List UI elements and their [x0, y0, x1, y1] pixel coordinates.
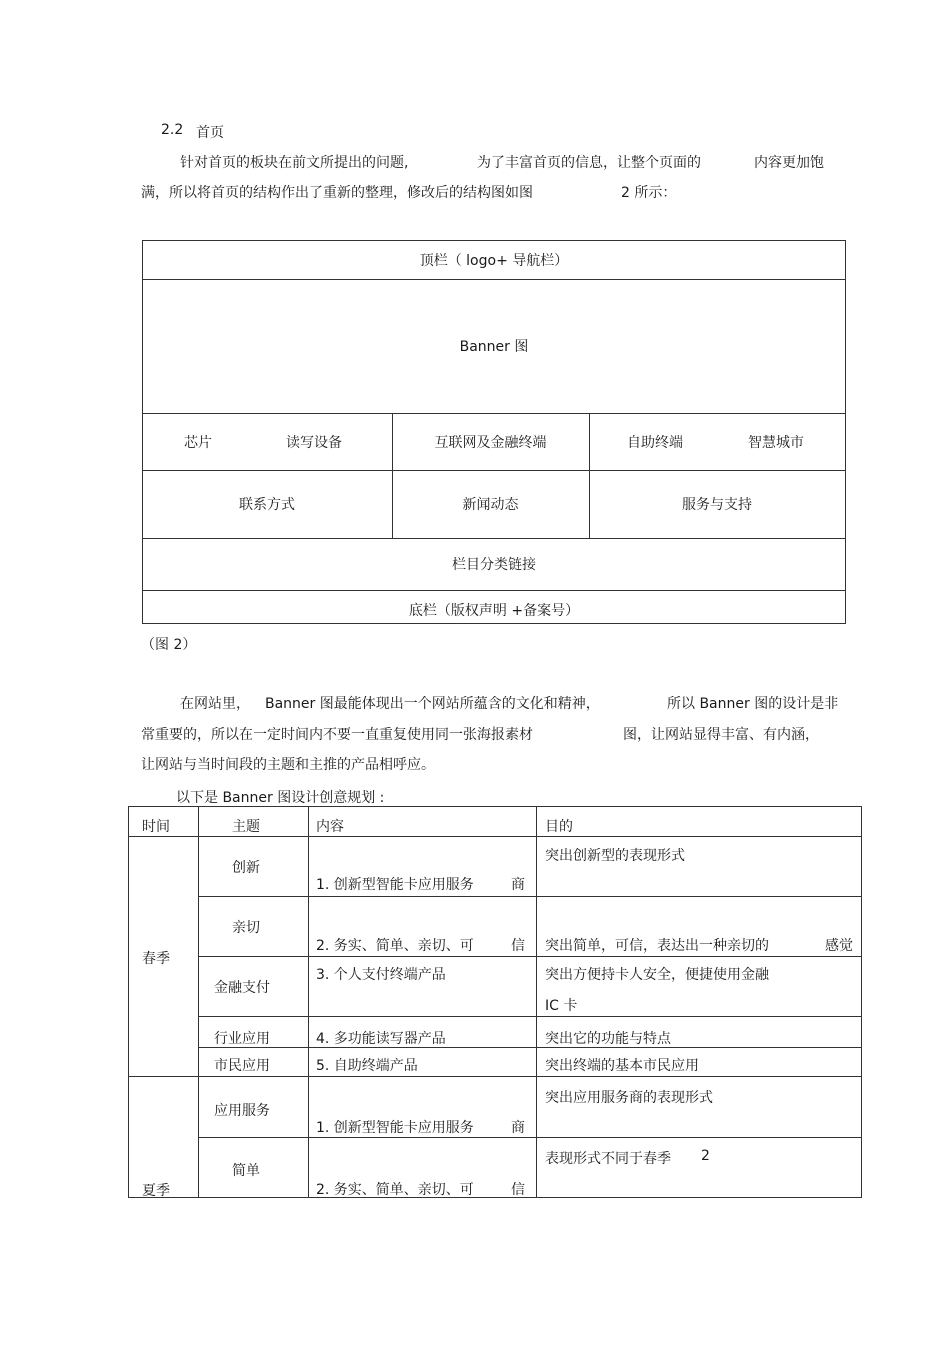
- module-smart-city: 智慧城市: [748, 435, 804, 451]
- plan-intro: 以下是 Banner 图设计创意规划 :: [176, 790, 385, 806]
- table-row-content: 3. 个人支付终端产品: [316, 967, 446, 983]
- table-row-content: 2. 务实、简单、亲切、可: [316, 938, 474, 954]
- para2-line2-a: 常重要的，所以在一定时间内不要一直重复使用同一张海报素材: [141, 727, 533, 743]
- para2-line2-b: 图，让网站显得丰富、有内涵，: [623, 727, 819, 743]
- para1-line1-c: 内容更加饱: [754, 155, 824, 171]
- header-theme: 主题: [232, 819, 260, 835]
- header-content: 内容: [316, 819, 344, 835]
- section-number: 2.2: [161, 122, 184, 138]
- para1-line1-a: 针对首页的板块在前文所提出的问题,: [180, 155, 409, 171]
- para2-line1-b: Banner 图最能体现出一个网站所蕴含的文化和精神，: [265, 696, 600, 712]
- header-time: 时间: [142, 819, 170, 835]
- table-row-content: 1. 创新型智能卡应用服务: [316, 877, 474, 893]
- module-reader: 读写设备: [286, 435, 342, 451]
- table-row-content: 4. 多功能读写器产品: [316, 1031, 446, 1047]
- table-row-theme: 应用服务: [214, 1103, 270, 1119]
- table-row-purpose-tail: 2: [701, 1148, 710, 1164]
- table-row-content-tail: 信: [511, 1182, 525, 1198]
- para1-line1-b: 为了丰富首页的信息，让整个页面的: [477, 155, 701, 171]
- table-row-theme: 创新: [232, 860, 260, 876]
- table-row-purpose: 突出应用服务商的表现形式: [545, 1090, 713, 1106]
- table-row-theme: 亲切: [232, 920, 260, 936]
- table-row-purpose: 突出终端的基本市民应用: [545, 1058, 699, 1074]
- header-purpose: 目的: [545, 819, 573, 835]
- banner-label: Banner 图: [459, 339, 529, 355]
- para2-line1-a: 在网站里，: [180, 696, 250, 712]
- figure-caption: （图 2）: [141, 637, 197, 653]
- para1-line2-b: 2 所示：: [621, 185, 677, 201]
- table-row-content-tail: 商: [511, 877, 525, 893]
- module-service: 服务与支持: [682, 497, 752, 513]
- module-internet-finance: 互联网及金融终端: [434, 434, 547, 451]
- module-self-service: 自助终端: [627, 435, 683, 451]
- top-bar-label: 顶栏（ logo+ 导航栏）: [419, 252, 569, 269]
- table-row-content: 5. 自助终端产品: [316, 1058, 418, 1074]
- bottom-bar: 底栏（版权声明 +备案号）: [408, 603, 580, 619]
- table-row-purpose: 突出它的功能与特点: [545, 1031, 671, 1047]
- table-row-purpose: 突出简单，可信，表达出一种亲切的: [545, 938, 769, 954]
- table-row-theme: 金融支付: [214, 980, 270, 996]
- table-row-content: 1. 创新型智能卡应用服务: [316, 1120, 474, 1136]
- table-row-theme: 市民应用: [214, 1058, 270, 1074]
- module-chip: 芯片: [184, 435, 212, 451]
- table-row-theme: 行业应用: [214, 1031, 270, 1047]
- table-row-purpose: 突出创新型的表现形式: [545, 848, 685, 864]
- module-news: 新闻动态: [462, 497, 519, 513]
- table-row-purpose-tail: 感觉: [825, 938, 853, 954]
- table-row-purpose: 表现形式不同于春季: [545, 1151, 671, 1167]
- season-summer: 夏季: [142, 1183, 170, 1199]
- para2-line1-c: 所以 Banner 图的设计是非: [667, 696, 839, 712]
- para2-line3: 让网站与当时间段的主题和主推的产品相呼应。: [141, 757, 435, 773]
- para1-line2-a: 满，所以将首页的结构作出了重新的整理，修改后的结构图如图: [141, 185, 533, 201]
- module-contact: 联系方式: [239, 497, 295, 513]
- table-row-content-tail: 信: [511, 938, 525, 954]
- section-title: 首页: [196, 125, 224, 141]
- table-row-theme: 简单: [232, 1163, 260, 1179]
- table-row-purpose-tail: IC 卡: [545, 998, 578, 1014]
- table-row-content-tail: 商: [511, 1120, 525, 1136]
- table-row-content: 2. 务实、简单、亲切、可: [316, 1182, 474, 1198]
- season-spring: 春季: [142, 951, 170, 967]
- table-row-purpose: 突出方便持卡人安全，便捷使用金融: [545, 967, 769, 983]
- category-links: 栏目分类链接: [452, 557, 536, 573]
